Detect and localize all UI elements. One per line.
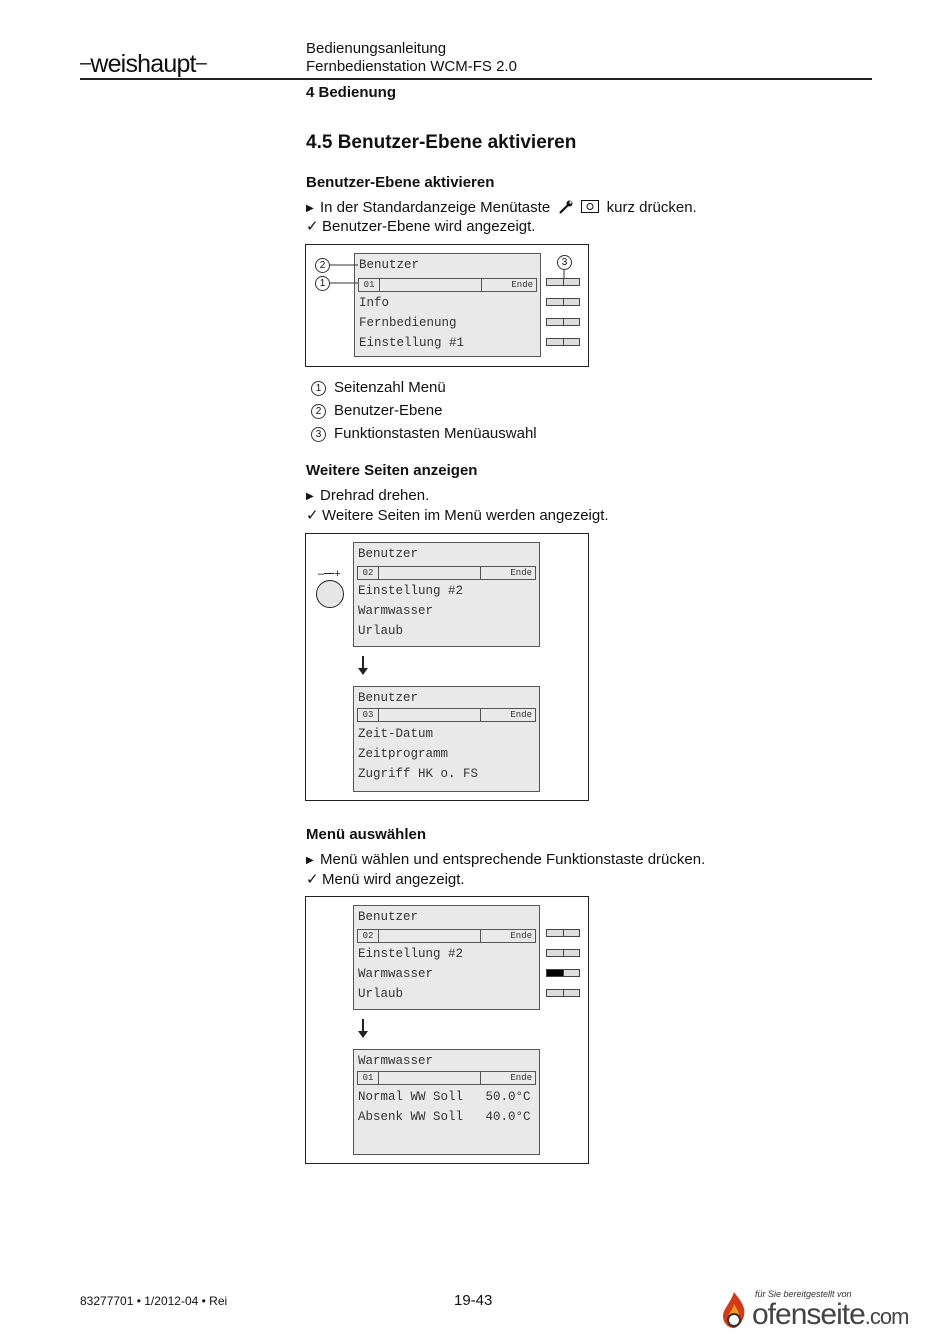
legend-number: 1 [311, 381, 326, 396]
step-text-before: In der Standardanzeige Menütaste [320, 199, 551, 216]
block3-result [306, 870, 465, 888]
lcd-end-label: Ende [480, 1072, 535, 1084]
lcd-title: Benutzer [358, 547, 419, 561]
down-arrow-icon [362, 1019, 364, 1032]
lcd-line: Urlaub [358, 624, 404, 638]
lcd-page-number: 02 [358, 567, 379, 579]
block2-result [306, 506, 609, 524]
figure-more-pages [305, 533, 589, 801]
header-rule [80, 78, 872, 80]
product-name: Fernbedienstation WCM-FS 2.0 [306, 58, 517, 75]
lcd-page-number: 01 [358, 1072, 379, 1084]
result-text: Weitere Seiten im Menü werden angezeigt. [322, 507, 609, 524]
check-icon: ✓ [306, 218, 319, 235]
knob-minus: – [318, 568, 325, 580]
lcd-status-bar [357, 929, 536, 943]
menu-key-icon [581, 200, 599, 213]
lcd-line: Info [359, 296, 390, 310]
knob-direction [318, 568, 341, 580]
lcd-end-label: Ende [480, 567, 535, 579]
down-arrow-icon [362, 656, 364, 669]
lcd-page-number: 03 [358, 709, 379, 721]
lcd-line: Warmwasser [358, 967, 434, 981]
step-text: Drehrad drehen. [320, 487, 430, 504]
lcd-line: Einstellung #2 [358, 947, 464, 961]
brand-name: weishaupt [90, 50, 196, 78]
legend-item [311, 379, 446, 396]
knob-plus: + [334, 568, 341, 580]
function-key[interactable] [546, 318, 580, 326]
block2-step [306, 487, 429, 504]
lcd-line: Zeitprogramm [358, 747, 449, 761]
function-key[interactable] [546, 929, 580, 937]
block1-step [306, 199, 697, 216]
doc-type: Bedienungsanleitung [306, 40, 447, 57]
lcd-line: Normal WW Soll 50.0°C [358, 1090, 531, 1104]
lcd-line: Zugriff HK o. FS [358, 767, 479, 781]
check-icon: ✓ [306, 871, 319, 888]
legend-number: 2 [311, 404, 326, 419]
result-text: Menü wird angezeigt. [322, 871, 465, 888]
lcd-line: Zeit-Datum [358, 727, 434, 741]
lcd-screen [353, 686, 540, 792]
figure-select-menu [305, 896, 589, 1164]
block3-step [306, 851, 705, 868]
lcd-line: Einstellung #2 [358, 584, 464, 598]
lcd-screen [353, 1049, 540, 1155]
lcd-page-number: 02 [358, 930, 379, 942]
lcd-line: Absenk WW Soll 40.0°C [358, 1110, 531, 1124]
legend-text: Seitenzahl Menü [334, 379, 446, 396]
lcd-title: Benutzer [358, 910, 419, 924]
brand-logo: –weishaupt– [80, 50, 207, 78]
step-arrow-icon: ▶ [306, 203, 314, 214]
step-arrow-icon: ▶ [306, 491, 314, 502]
lcd-screen [353, 542, 540, 647]
lcd-line: Einstellung #1 [359, 336, 465, 350]
legend-item [311, 402, 442, 419]
lcd-line: Urlaub [358, 987, 404, 1001]
legend-text: Benutzer-Ebene [334, 402, 443, 419]
callout-1: 1 [315, 276, 330, 291]
lcd-line: Fernbedienung [359, 316, 457, 330]
result-text: Benutzer-Ebene wird angezeigt. [322, 218, 536, 235]
function-key[interactable] [546, 338, 580, 346]
section-title: 4.5 Benutzer-Ebene aktivieren [306, 132, 577, 153]
block3-heading: Menü auswählen [306, 826, 427, 843]
lcd-end-label: Ende [481, 279, 536, 291]
rotary-knob[interactable] [316, 580, 344, 608]
block1-result [306, 217, 535, 235]
legend-number: 3 [311, 427, 326, 442]
legend-item [311, 425, 537, 442]
lcd-end-label: Ende [480, 709, 535, 721]
figure-user-level [305, 244, 589, 367]
function-key-pressed[interactable] [546, 969, 580, 977]
lcd-screen [353, 905, 540, 1010]
callout-lines [306, 245, 590, 305]
lcd-title: Warmwasser [358, 1054, 434, 1068]
step-text: Menü wählen und entsprechende Funktionstaste drücken. [320, 851, 706, 868]
lcd-page-number: 01 [359, 279, 380, 291]
lcd-end-label: Ende [480, 930, 535, 942]
page-number: 19-43 [454, 1292, 493, 1309]
lcd-title: Benutzer [359, 258, 420, 272]
lcd-line: Warmwasser [358, 604, 434, 618]
provider-note: für Sie bereitgestellt von [755, 1289, 852, 1299]
step-arrow-icon: ▶ [306, 855, 314, 866]
callout-3: 3 [557, 255, 572, 270]
step-text-after: kurz drücken. [606, 199, 697, 216]
function-key[interactable] [546, 949, 580, 957]
legend-text: Funktionstasten Menüauswahl [334, 425, 537, 442]
provider-name: ofenseite [752, 1298, 865, 1331]
wrench-icon [558, 200, 574, 214]
check-icon: ✓ [306, 507, 319, 524]
function-key[interactable] [546, 989, 580, 997]
lcd-status-bar [357, 708, 536, 722]
chapter-title: 4 Bedienung [306, 84, 397, 101]
lcd-title: Benutzer [358, 691, 419, 705]
flame-icon [718, 1290, 750, 1330]
lcd-status-bar [357, 566, 536, 580]
doc-number: 83277701 • 1/2012-04 • Rei [80, 1294, 228, 1308]
lcd-status-bar [357, 1071, 536, 1085]
block1-heading: Benutzer-Ebene aktivieren [306, 174, 495, 191]
callout-2: 2 [315, 258, 330, 273]
block2-heading: Weitere Seiten anzeigen [306, 462, 478, 479]
provider-tld: .com [864, 1304, 909, 1329]
